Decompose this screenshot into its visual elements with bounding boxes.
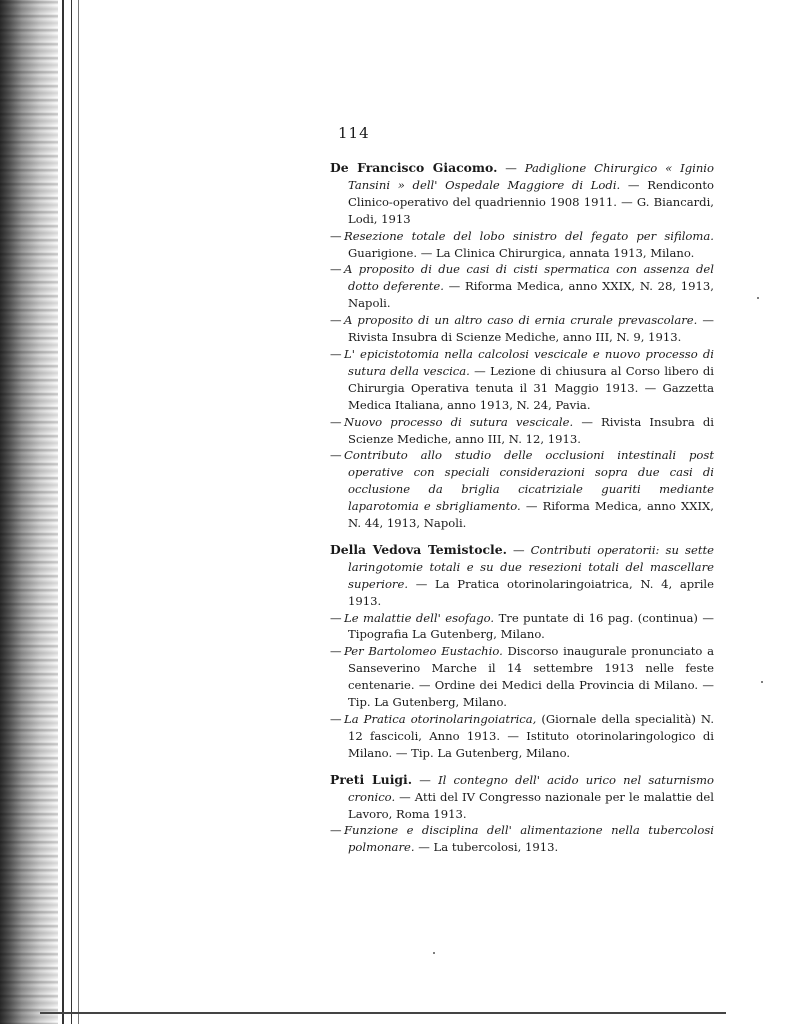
entry-title: L' epicistotomia nella calcolosi vescicale e nuovo processo di sutura della vescica. bbox=[344, 346, 714, 378]
bibliography-entry bbox=[330, 822, 714, 856]
entry-citation: — La tubercolosi, 1913. bbox=[414, 840, 559, 855]
entry-dash: — bbox=[330, 712, 342, 726]
entry-citation: — Riforma Medica, anno XXIX, N. 28, 1913, Napoli. bbox=[348, 279, 714, 311]
entry-dash: — bbox=[330, 313, 342, 328]
entry-citation: — Rivista Insubra di Scienze Mediche, anno III, N. 9, 1913. bbox=[348, 313, 714, 345]
author-block bbox=[330, 772, 714, 857]
bibliography-entry bbox=[330, 711, 714, 762]
entry-dash: — bbox=[330, 414, 342, 429]
binding-line bbox=[78, 0, 79, 1024]
entry-title: Contributo allo studio delle occlusioni intestinali post operative con speciali considerazioni sopra due casi di occlusione da briglia cicatriziale guariti mediante laparotomia e sbrigliamento. bbox=[344, 448, 714, 514]
entry-title: Nuovo processo di sutura vescicale. bbox=[344, 414, 574, 429]
entry-dash: — bbox=[419, 772, 431, 787]
bibliography bbox=[330, 160, 714, 866]
entry-citation: — Rivista Insubra di Scienze Mediche, anno III, N. 12, 1913. bbox=[348, 414, 714, 446]
scan-speck bbox=[757, 297, 759, 299]
bibliography-entry bbox=[330, 643, 714, 711]
entry-citation: Guarigione. — La Clinica Chirurgica, annata 1913, Milano. bbox=[348, 245, 695, 260]
author-block bbox=[330, 542, 714, 762]
bibliography-entry bbox=[330, 312, 714, 346]
entry-title: Per Bartolomeo Eustachio. bbox=[344, 644, 503, 659]
bibliography-entry bbox=[330, 346, 714, 414]
entry-citation: — Riforma Medica, anno XXIX, N. 44, 1913, Napoli. bbox=[348, 499, 714, 531]
entry-dash: — bbox=[330, 610, 342, 625]
binding-line bbox=[62, 0, 64, 1024]
entry-title: Funzione e disciplina dell' alimentazione nella tubercolosi polmonare. bbox=[344, 823, 714, 855]
entry-title: Padiglione Chirurgico « Iginio Tansini » dell' Ospedale Maggiore di Lodi. bbox=[348, 161, 714, 192]
bibliography-entry bbox=[330, 610, 714, 644]
bibliography-entry bbox=[330, 772, 714, 823]
entry-dash: — bbox=[505, 161, 517, 175]
entry-dash: — bbox=[330, 262, 342, 277]
entry-title: A proposito di un altro caso di ernia crurale prevascolare. bbox=[344, 313, 698, 328]
page-bottom-edge bbox=[40, 1012, 726, 1014]
book-binding-edge bbox=[0, 0, 58, 1024]
bibliography-entry bbox=[330, 542, 714, 610]
entry-citation: — Atti del IV Congresso nazionale per le malattie del Lavoro, Roma 1913. bbox=[348, 789, 714, 821]
entry-dash: — bbox=[330, 823, 342, 838]
bibliography-entry bbox=[330, 447, 714, 532]
entry-dash: — bbox=[512, 542, 525, 557]
entry-dash: — bbox=[330, 346, 342, 361]
entry-citation: Discorso inaugurale pronunciato a Sanseverino Marche il 14 settembre 1913 nelle feste centenarie. — Ordine dei Medici della Provincia di Milano. — Tip. La Gutenberg, Milano. bbox=[348, 644, 714, 710]
binding-line bbox=[71, 0, 72, 1024]
page-number: 114 bbox=[338, 124, 370, 142]
author-block bbox=[330, 160, 714, 532]
entry-title: La Pratica otorinolaringoiatrica, bbox=[344, 712, 537, 726]
bibliography-entry bbox=[330, 414, 714, 448]
bibliography-entry bbox=[330, 261, 714, 312]
entry-title: Contributi operatorii: su sette laringotomie totali e su due resezioni totali del mascellare superiore. bbox=[348, 542, 714, 591]
bibliography-entry bbox=[330, 228, 714, 262]
entry-citation: Tre puntate di 16 pag. (continua) — Tipografia La Gutenberg, Milano. bbox=[348, 610, 714, 642]
entry-citation: — Rendiconto Clinico-operativo del quadriennio 1908 1911. — G. Biancardi, Lodi, 1913 bbox=[348, 177, 714, 226]
entry-title: Resezione totale del lobo sinistro del fegato per sifiloma. bbox=[344, 228, 714, 243]
entry-dash: — bbox=[330, 228, 342, 243]
entry-title: A proposito di due casi di cisti spermatica con assenza del dotto deferente. bbox=[344, 262, 714, 294]
entry-citation: — La Pratica otorinolaringoiatrica, N. 4, aprile 1913. bbox=[348, 576, 714, 608]
scan-speck bbox=[761, 681, 763, 683]
author-name: De Francisco Giacomo. bbox=[330, 160, 498, 175]
entry-title: Le malattie dell' esofago. bbox=[344, 610, 495, 625]
author-name: Preti Luigi. bbox=[330, 771, 413, 787]
entry-dash: — bbox=[330, 644, 342, 659]
author-name: Della Vedova Temistocle. bbox=[330, 541, 507, 557]
bibliography-entry bbox=[330, 160, 714, 228]
scan-speck bbox=[433, 952, 435, 954]
entry-citation: — Lezione di chiusura al Corso libero di Chirurgia Operativa tenuta il 31 Maggio 1913. — Gazzetta Medica Italiana, anno 1913, N. 24, Pavia. bbox=[348, 363, 714, 412]
entry-citation: (Giornale della specialità) N. 12 fascicoli, Anno 1913. — Istituto otorinolaringologico di Milano. — Tip. La Gutenberg, Milano. bbox=[348, 712, 714, 760]
entry-title: Il contegno dell' acido urico nel saturnismo cronico. bbox=[348, 772, 715, 804]
entry-dash: — bbox=[330, 448, 342, 463]
